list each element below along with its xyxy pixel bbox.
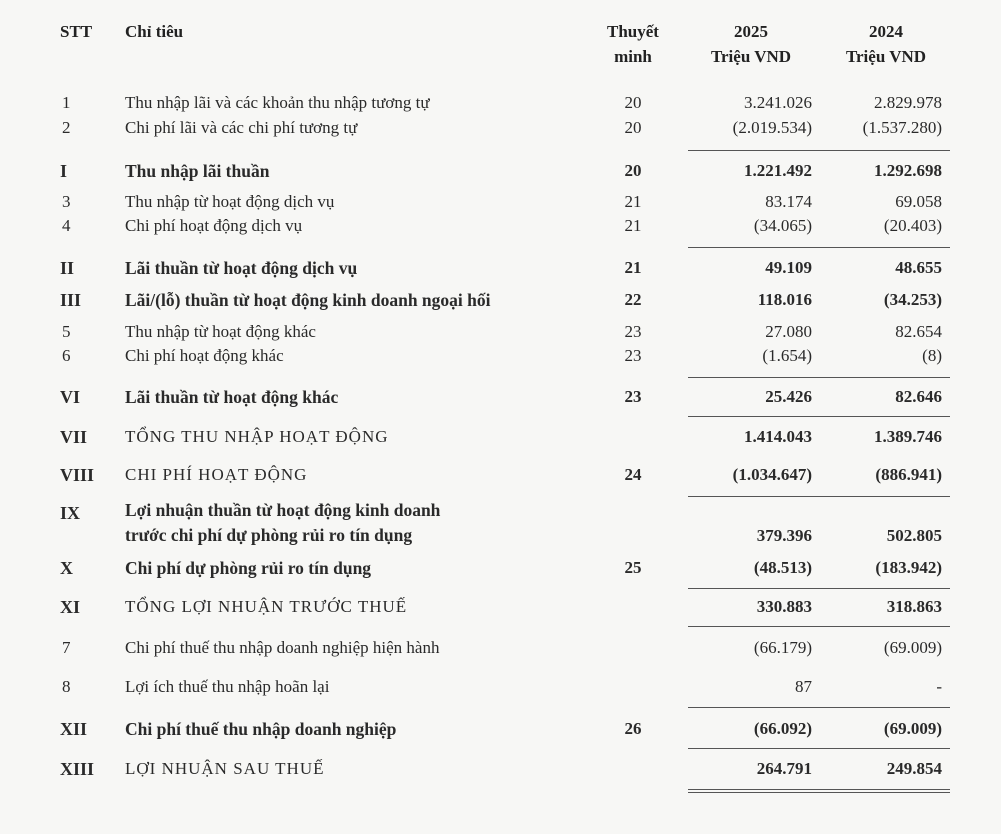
subtotal-rule [688, 588, 950, 589]
row-label: Thu nhập từ hoạt động khác [125, 322, 316, 341]
row-value-2024: (69.009) [883, 638, 942, 657]
row-label: Lãi/(lỗ) thuần từ hoạt động kinh doanh ngoại hối [125, 290, 491, 310]
total-double-rule-top [688, 789, 950, 790]
row-stt: 8 [62, 677, 71, 696]
row-stt: IX [60, 503, 81, 523]
total-double-rule-bottom [688, 792, 950, 793]
row-value-2025: (66.179) [753, 638, 812, 657]
row-value-2024: 2.829.978 [874, 93, 942, 112]
row-value-2024: 502.805 [886, 526, 942, 545]
row-note: 24 [624, 465, 642, 484]
row-stt: X [60, 558, 73, 578]
row-label: Thu nhập lãi và các khoản thu nhập tương tự [125, 93, 430, 112]
row-value-2025: 1.414.043 [744, 427, 812, 446]
row-value-2024: 1.389.746 [874, 427, 942, 446]
header-stt: STT [60, 22, 93, 41]
row-label: Thu nhập từ hoạt động dịch vụ [125, 192, 335, 211]
row-value-2025: (66.092) [753, 719, 812, 738]
row-stt: 3 [62, 192, 71, 211]
row-stt: 7 [62, 638, 71, 657]
row-stt: VI [60, 387, 81, 407]
row-value-2024: 249.854 [886, 759, 942, 778]
row-value-2025: 118.016 [757, 290, 812, 309]
row-label: Lãi thuần từ hoạt động khác [125, 387, 339, 407]
row-value-2025: 379.396 [756, 526, 812, 545]
subtotal-rule [688, 748, 950, 749]
row-value-2025: 330.883 [756, 597, 812, 616]
subtotal-rule [688, 416, 950, 417]
header-unit-2024: Triệu VND [845, 47, 927, 66]
row-label: Lợi nhuận thuần từ hoạt động kinh doanh [125, 500, 441, 520]
row-stt: 5 [62, 322, 71, 341]
row-note: 22 [624, 290, 642, 309]
row-value-2024: 1.292.698 [874, 161, 942, 180]
row-value-2024: (8) [922, 346, 942, 365]
header-chi-tieu: Chỉ tiêu [125, 22, 184, 41]
row-label: Lợi ích thuế thu nhập hoãn lại [125, 677, 330, 696]
row-note: 23 [624, 322, 642, 341]
row-note: 26 [624, 719, 642, 738]
row-stt: XI [60, 597, 81, 617]
row-stt: 2 [62, 118, 71, 137]
row-stt: I [60, 161, 68, 181]
row-label: Chi phí hoạt động dịch vụ [125, 216, 303, 235]
row-label: TỔNG THU NHẬP HOẠT ĐỘNG [125, 427, 389, 446]
row-label: LỢI NHUẬN SAU THUẾ [125, 759, 325, 778]
subtotal-rule [688, 626, 950, 627]
row-value-2024: (886.941) [875, 465, 942, 484]
row-stt: VIII [60, 465, 95, 485]
row-value-2024: 82.654 [895, 322, 942, 341]
row-value-2025: 27.080 [765, 322, 812, 341]
row-note: 23 [624, 387, 642, 406]
row-label: Chi phí thuế thu nhập doanh nghiệp [125, 719, 397, 739]
row-label-continued: trước chi phí dự phòng rủi ro tín dụng [125, 525, 413, 545]
row-value-2024: (1.537.280) [862, 118, 942, 137]
subtotal-rule [688, 377, 950, 378]
row-value-2025: 87 [795, 677, 812, 696]
row-value-2025: (1.654) [762, 346, 812, 365]
row-label: Chi phí dự phòng rủi ro tín dụng [125, 558, 372, 578]
row-value-2025: (34.065) [753, 216, 812, 235]
row-label: Chi phí hoạt động khác [125, 346, 284, 365]
header-unit-2025: Triệu VND [710, 47, 792, 66]
row-value-2024: 48.655 [895, 258, 942, 277]
row-note: 21 [624, 216, 642, 235]
row-note: 21 [624, 258, 642, 277]
row-value-2024: 69.058 [895, 192, 942, 211]
row-value-2024: 318.863 [886, 597, 942, 616]
row-value-2025: (48.513) [753, 558, 812, 577]
row-value-2024: 82.646 [895, 387, 942, 406]
row-stt: 6 [62, 346, 71, 365]
subtotal-rule [688, 150, 950, 151]
row-stt: III [60, 290, 82, 310]
header-year-2024: 2024 [869, 22, 903, 41]
row-value-2025: 264.791 [756, 759, 812, 778]
row-stt: 4 [62, 216, 71, 235]
row-label: Chi phí lãi và các chi phí tương tự [125, 118, 358, 137]
row-value-2024: (20.403) [883, 216, 942, 235]
row-label: Lãi thuần từ hoạt động dịch vụ [125, 258, 358, 278]
row-note: 21 [624, 192, 642, 211]
row-value-2025: (2.019.534) [732, 118, 812, 137]
row-note: 25 [624, 558, 642, 577]
row-label: TỔNG LỢI NHUẬN TRƯỚC THUẾ [125, 597, 408, 616]
subtotal-rule [688, 496, 950, 497]
row-value-2025: 49.109 [765, 258, 812, 277]
row-note: 20 [624, 161, 642, 180]
row-label: Thu nhập lãi thuần [125, 161, 270, 181]
row-note: 20 [624, 93, 642, 112]
row-label: CHI PHÍ HOẠT ĐỘNG [125, 465, 308, 484]
row-value-2025: 1.221.492 [744, 161, 812, 180]
row-stt: VII [60, 427, 88, 447]
row-note: 20 [624, 118, 642, 137]
header-thuyet-minh-line1: Thuyết [607, 22, 659, 41]
header-year-2025: 2025 [734, 22, 768, 41]
row-stt: II [60, 258, 75, 278]
header-thuyet-minh-line2: minh [614, 47, 652, 66]
row-label: Chi phí thuế thu nhập doanh nghiệp hiện hành [125, 638, 440, 657]
row-value-2025: (1.034.647) [732, 465, 812, 484]
row-stt: 1 [62, 93, 71, 112]
row-value-2024: (69.009) [883, 719, 942, 738]
subtotal-rule [688, 247, 950, 248]
row-value-2025: 3.241.026 [744, 93, 812, 112]
row-value-2024: (34.253) [883, 290, 942, 309]
subtotal-rule [688, 707, 950, 708]
row-value-2025: 25.426 [765, 387, 812, 406]
row-stt: XII [60, 719, 88, 739]
row-value-2025: 83.174 [765, 192, 812, 211]
row-value-2024: - [936, 677, 942, 696]
row-value-2024: (183.942) [875, 558, 942, 577]
row-note: 23 [624, 346, 642, 365]
row-stt: XIII [60, 759, 95, 779]
